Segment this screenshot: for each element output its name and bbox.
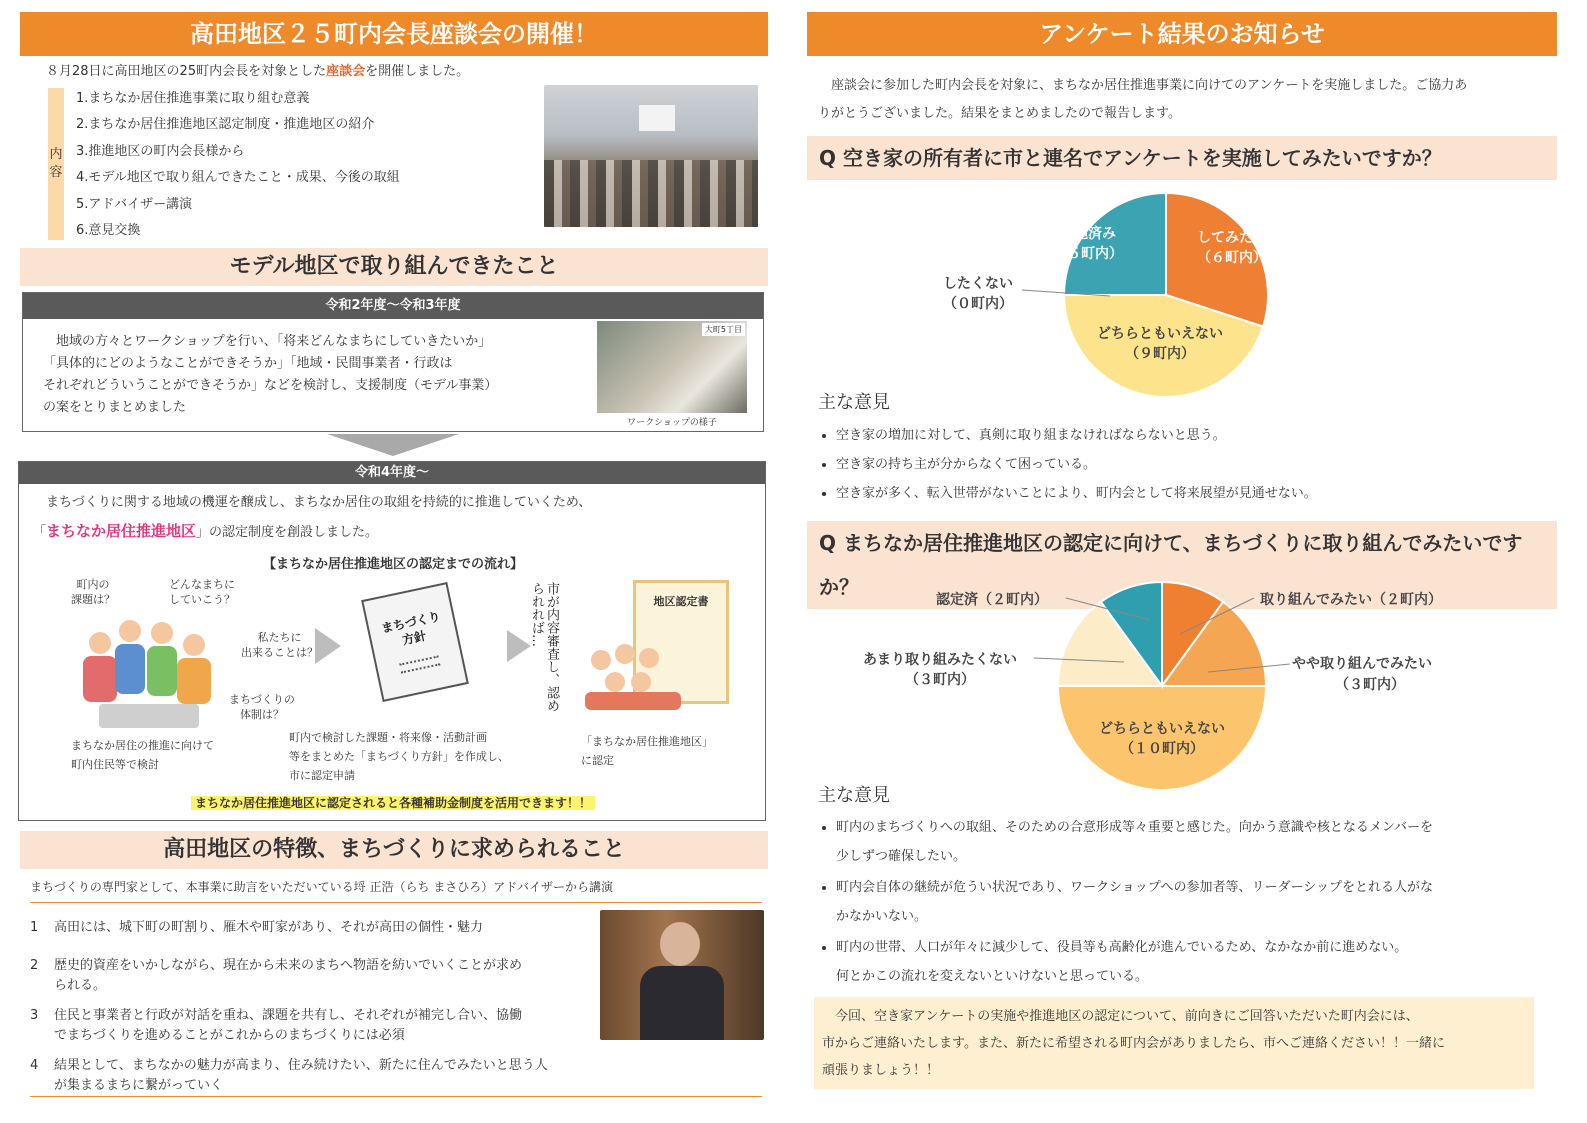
opinions-list-1: [808, 421, 1576, 508]
people-group-illustration: [79, 612, 219, 732]
feature-text: 歴史的資産をいかしながら、現在から未来のまちへ物語を紡いでいくことが求め られる。: [54, 958, 523, 993]
intro-pre: ８月28日に高田地区の25町内会長を対象とした: [46, 64, 327, 79]
opinions-list-2: [808, 813, 1576, 991]
feature-item: [30, 1006, 590, 1046]
bubble-vision: どんなまちに していこう？: [169, 578, 235, 606]
agenda-item: 3.推進地区の町内会長様から: [76, 143, 245, 159]
pie-chart-2: [840, 576, 1520, 796]
pie2-label-want-text: 取り組んでみたい: [1260, 592, 1372, 608]
pie2-value-reluctant: （３町内）: [905, 672, 975, 688]
closing-line: 頑張りましょう！！: [822, 1063, 940, 1078]
bubble-structure: まちづくりの 体制は？: [229, 693, 295, 721]
meeting-photo: [544, 85, 758, 227]
pie2-slice-2: [1058, 686, 1266, 790]
pie2-label-reluctant: あまり取り組みたくない: [863, 652, 1017, 668]
period1-text: [43, 331, 603, 419]
intro-post: を開催しました。: [365, 64, 470, 79]
divider: [30, 902, 762, 903]
speaker-photo: [600, 910, 764, 1040]
certificate-label: 地区認定書: [653, 595, 709, 608]
pie1-slice-3: [1064, 193, 1166, 295]
feature-item: [30, 1056, 590, 1096]
step1-text: まちなか居住の推進に向けて 町内住民等で検討: [71, 739, 214, 771]
period2-line1: まちづくりに関する地域の機運を醸成し、まちなか居住の取組を持続的に推進していくため、: [33, 495, 592, 510]
opinion-item: • 空き家の増加に対して、真剣に取り組まなければならないと思う。: [836, 421, 1576, 450]
feature-num: 2: [30, 958, 39, 973]
period1-line: 「具体的にどのようなことができそうか」「地域・民間事業者・行政は: [43, 356, 453, 371]
period2-box: [18, 461, 766, 821]
closing-note: [814, 997, 1534, 1089]
pie-chart-1: [943, 190, 1360, 400]
closing-line: 市からご連絡いたします。また、新たに希望される町内会がありましたら、市へご連絡ください！！一緒に: [822, 1036, 1445, 1051]
feature-text: 住民と事業者と行政が対話を重ね、課題を共有し、それぞれが補完し合い、協働 でまちづくりを進めることがこれからのまちづくりには必須: [54, 1008, 523, 1043]
pie1-label-neutral: どちらともいえない: [1097, 326, 1223, 342]
pie2-value-want: （２町内）: [1372, 592, 1442, 608]
workshop-tag: 大町5丁目: [702, 323, 745, 336]
bubble-issues: 町内の 課題は？: [71, 578, 115, 606]
pie1-label-done: 実施済み: [1060, 226, 1116, 242]
arrow-right-icon: [315, 628, 341, 664]
step2-text: 町内で検討した課題・将来像・活動計画 等をまとめた「まちづくり方針」を作成し、 市に認定申請: [289, 731, 509, 782]
feature-item: [30, 956, 590, 996]
pie2-value-somewhat: （３町内）: [1335, 677, 1405, 693]
agenda-item: 5.アドバイザー講演: [76, 196, 193, 212]
bubble-actions: 私たちに 出来ることは？: [241, 631, 318, 659]
pie2-label-certified-text: 認定済: [936, 592, 978, 608]
pie1-label-no: したくない: [943, 276, 1013, 292]
pie2-label-want: [1260, 591, 1442, 608]
feature-text: 結果として、まちなかの魅力が高まり、住み続けたい、新たに住んでみたいと思う人 が集まるまちに繋がっていく: [54, 1058, 548, 1093]
subsidy-text: まちなか居住推進地区に認定されると各種補助金制度を活用できます！！: [191, 796, 595, 810]
period1-line: の案をとりまとめました: [43, 400, 187, 415]
workshop-caption: ワークショップの様子: [627, 418, 717, 428]
content-label: 内容: [49, 147, 63, 180]
pie2-label-somewhat: やや取り組んでみたい: [1292, 656, 1432, 672]
pie1-value-done: （５町内）: [1053, 246, 1123, 262]
intro-highlight: 座談会: [326, 64, 366, 79]
right-intro: [818, 72, 1553, 128]
plan-document-label: まちづくり 方針: [380, 609, 442, 648]
review-text: 市が内容審査し、認められれば…: [529, 582, 559, 712]
step3-text: 「まちなか居住推進地区」 に認定: [581, 735, 713, 767]
period1-header: 令和2年度〜令和3年度: [23, 293, 763, 319]
agenda-list: [76, 86, 536, 244]
pie1-value-neutral: （９町内）: [1125, 346, 1195, 362]
pie2-value-neutral: （１０町内）: [1120, 741, 1204, 757]
period1-line: 地域の方々とワークショップを行い、「将来どんなまちにしていきたいか」: [43, 334, 492, 349]
feature-list: [30, 918, 590, 1096]
period2-highlight: まちなか居住推進地区: [46, 522, 197, 540]
period2-line2: [33, 519, 378, 545]
feature-item: [30, 918, 590, 938]
feature-text: 高田には、城下町の町割り、雁木や町家があり、それが高田の個性・魅力: [54, 920, 484, 935]
feature-num: 1: [30, 920, 39, 935]
feature-title: 高田地区の特徴、まちづくりに求められること: [20, 831, 768, 869]
period1-box: [22, 292, 764, 432]
agenda-item: 1.まちなか居住推進事業に取り組む意義: [76, 91, 310, 106]
model-title: モデル地区で取り組んできたこと: [20, 248, 768, 286]
question-2: Q まちなか居住推進地区の認定に向けて、まちづくりに取り組んでみたいですか？: [807, 521, 1557, 609]
divider: [30, 1096, 762, 1097]
opinion-item: • 空き家が多く、転入世帯がないことにより、町内会として将来展望が見通せない。: [836, 479, 1576, 508]
feature-intro: まちづくりの専門家として、本事業に助言をいただいている埒 正浩（らち まさひろ）アドバイザーから講演: [30, 880, 614, 894]
subsidy-note: [19, 794, 767, 811]
content-label-bar: [48, 88, 64, 240]
question-1: Q 空き家の所有者に市と連名でアンケートを実施してみたいですか？: [807, 136, 1557, 180]
workshop-photo: [597, 321, 747, 413]
left-title: 高田地区２５町内会長座談会の開催！: [20, 12, 768, 56]
opinion-item: • 空き家の持ち主が分からなくて困っている。: [836, 450, 1576, 479]
feature-num: 3: [30, 1008, 39, 1023]
pie2-label-certified: [936, 591, 1048, 608]
flow-title: 【まちなか居住推進地区の認定までの流れ】: [262, 557, 523, 572]
period2-quote: 「: [33, 525, 47, 540]
pie2-value-certified: （２町内）: [978, 592, 1048, 608]
right-intro-line: りがとうございました。結果をまとめましたので報告します。: [818, 106, 1181, 121]
closing-line: 今回、空き家アンケートの実施や推進地区の認定について、前向きにご回答いただいた町内会には、: [822, 1009, 1419, 1024]
agenda-item: 6.意見交換: [76, 223, 141, 239]
agenda-item: 2.まちなか居住推進地区認定制度・推進地区の紹介: [76, 117, 375, 133]
period2-rest: 」の認定制度を創設しました。: [196, 525, 379, 540]
celebrating-people-illustration: [585, 642, 685, 710]
agenda-item: 4.モデル地区で取り組んできたこと・成果、今後の取組: [76, 170, 400, 186]
opinions-title-2: 主な意見: [818, 785, 890, 806]
period1-line: それぞれどういうことができそうか」などを検討し、支援制度（モデル事業）: [43, 378, 498, 393]
pie1-label-want: してみたい: [1197, 230, 1267, 246]
pie2-label-neutral: どちらともいえない: [1099, 721, 1225, 737]
right-title: アンケート結果のお知らせ: [807, 12, 1557, 56]
opinion-item: • 町内の世帯、人口が年々に減少して、役員等も高齢化が進んでいるため、なかなか前に進めない。 何とかこの流れを変えないといけないと思っている。: [836, 933, 1576, 991]
opinion-item: • 町内会自体の継続が危うい状況であり、ワークショップへの参加者等、リーダーシップをとれる人がな かなかいない。: [836, 873, 1576, 931]
right-intro-line: 座談会に参加した町内会長を対象に、まちなか居住推進事業に向けてのアンケートを実施しました。ご協力あ: [818, 78, 1468, 93]
pie1-value-no: （０町内）: [943, 296, 1013, 312]
pie1-value-want: （６町内）: [1197, 250, 1267, 266]
opinions-title-1: 主な意見: [818, 392, 890, 413]
intro-line: [46, 61, 469, 83]
down-arrow-icon: [327, 434, 459, 456]
period2-header: 令和4年度〜: [19, 462, 765, 484]
plan-document-illustration: [361, 582, 469, 702]
feature-num: 4: [30, 1058, 39, 1073]
opinion-item: • 町内のまちづくりへの取組、そのための合意形成等々重要と感じた。向かう意識や核となるメンバーを 少しずつ確保したい。: [836, 813, 1576, 871]
